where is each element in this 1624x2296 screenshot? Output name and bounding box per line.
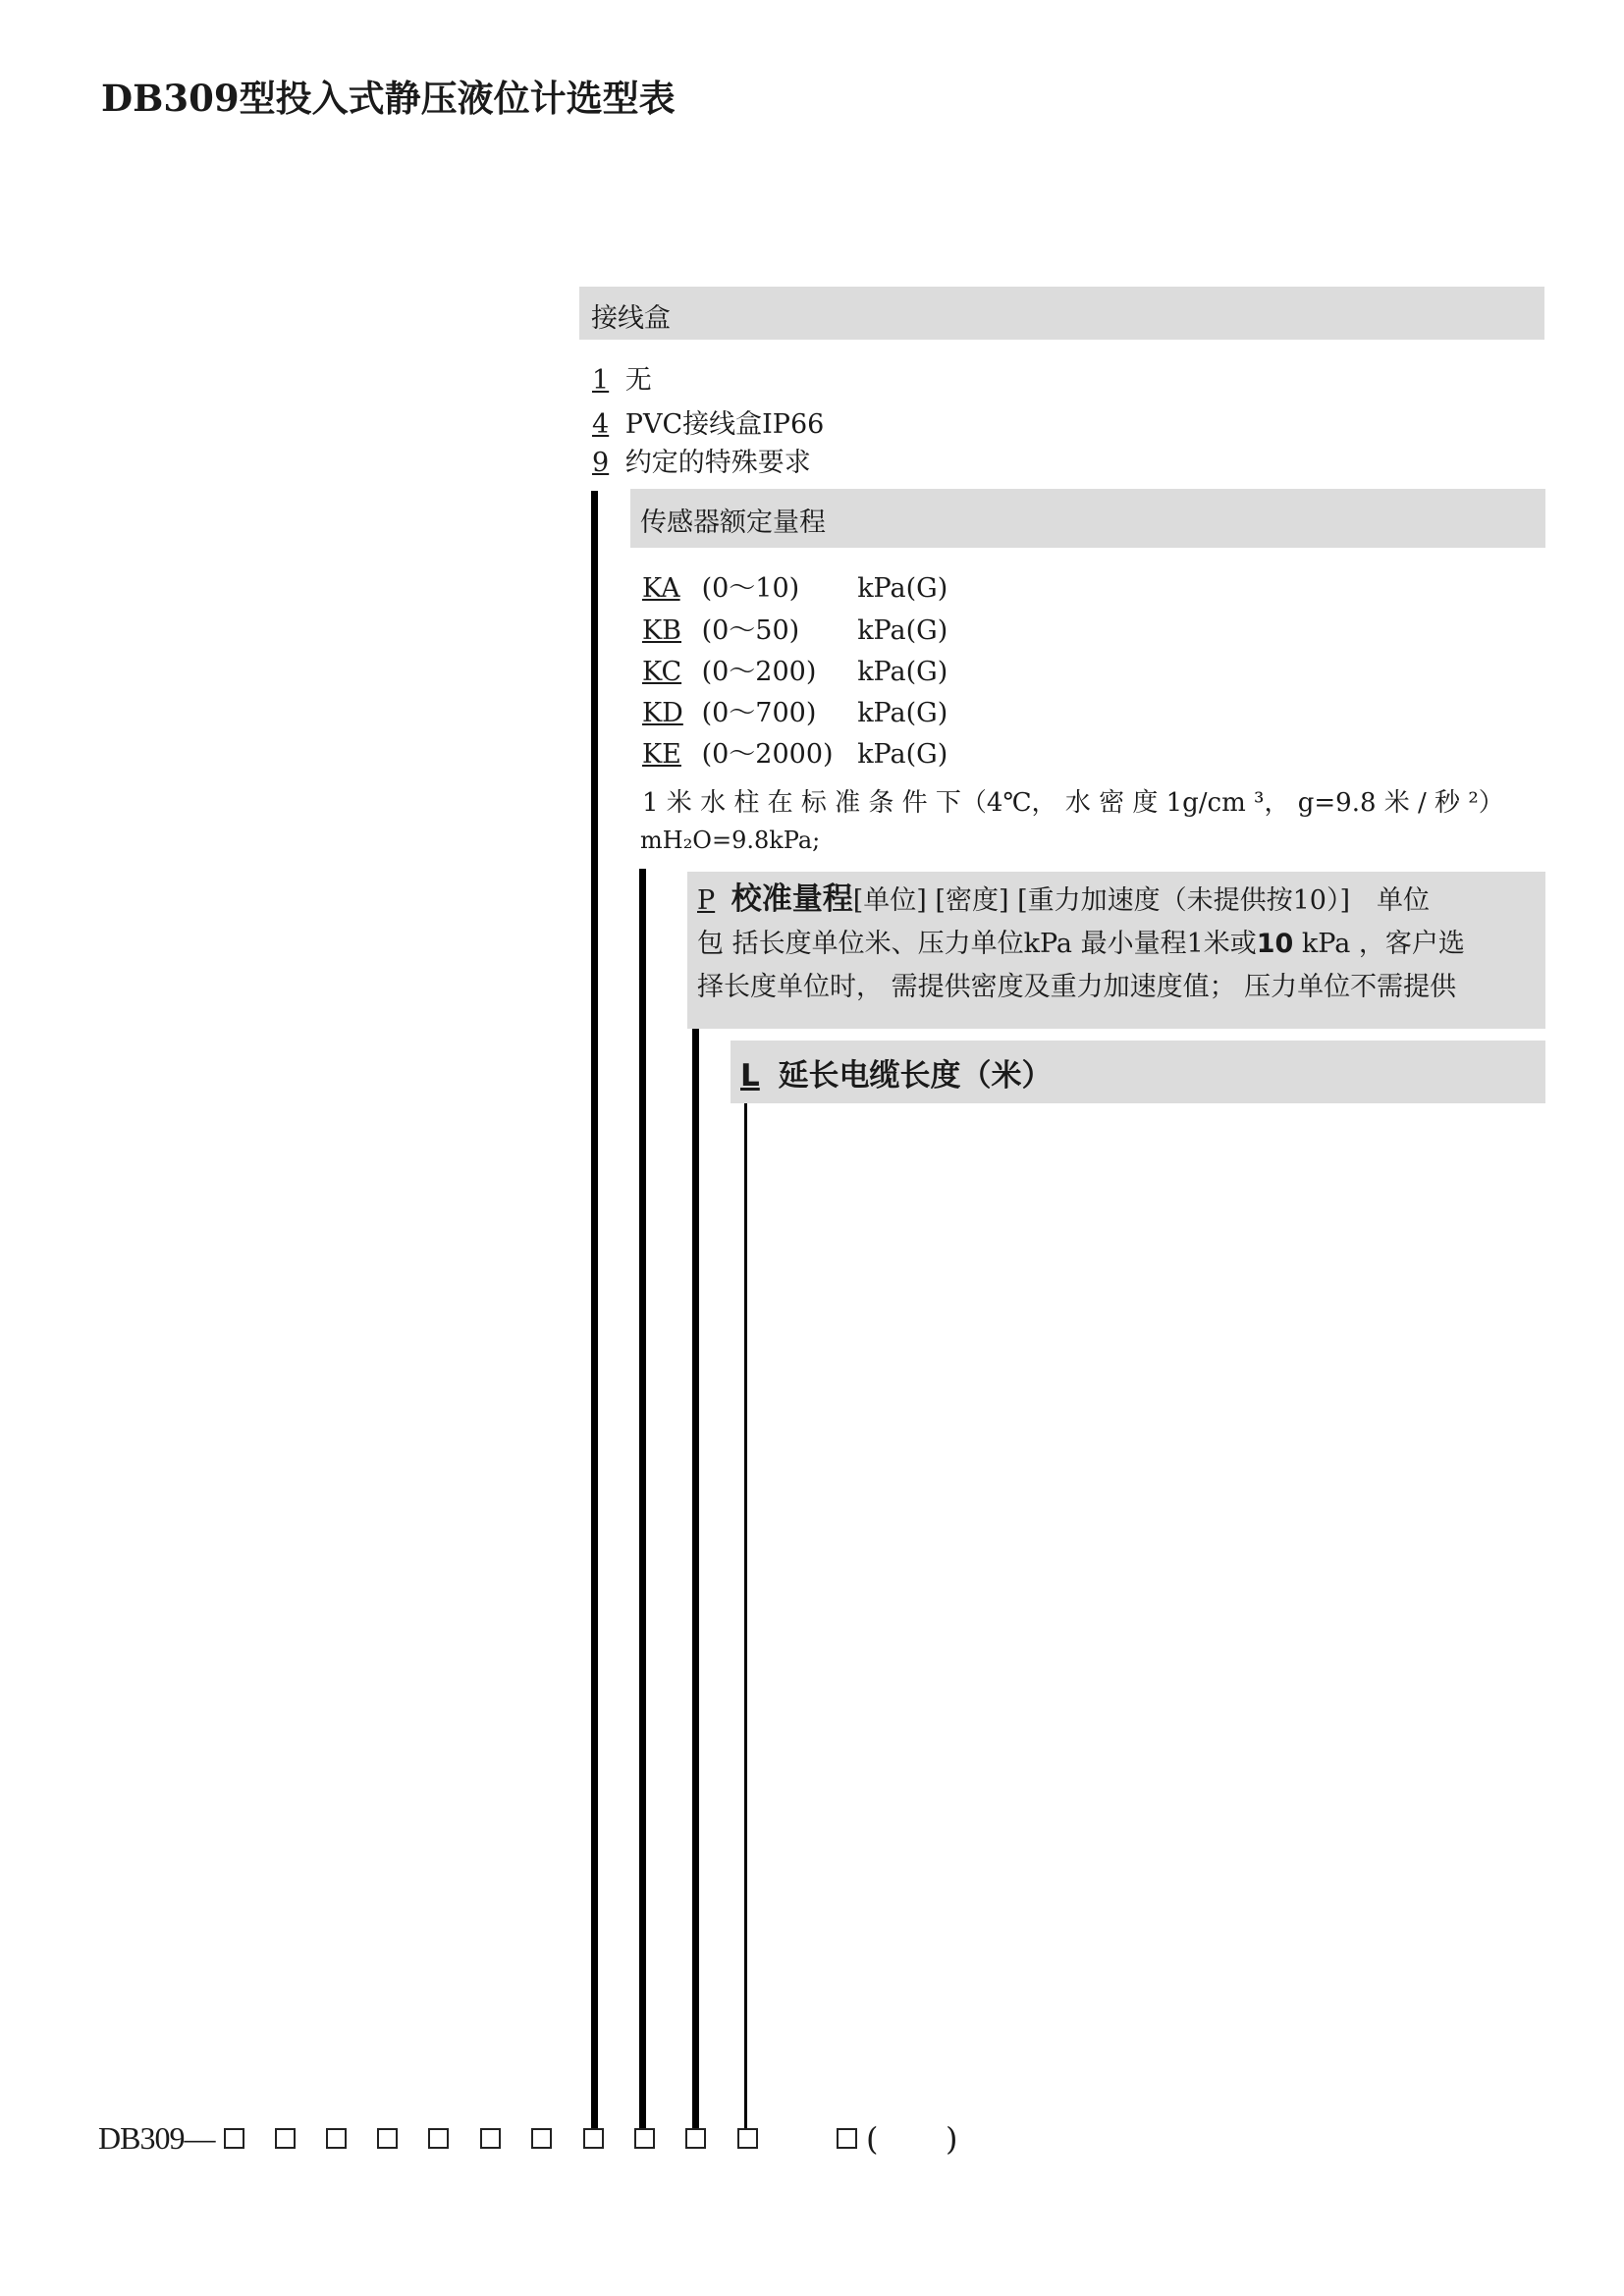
calibration-min-value: 10	[1256, 929, 1294, 959]
range-value: (0～2000)	[701, 739, 834, 770]
rated-range-header-label: 传感器额定量程	[640, 507, 826, 538]
option-code: 1	[592, 365, 610, 396]
code-box-1	[224, 2128, 244, 2149]
water-column-note: 1 米 水 柱 在 标 准 条 件 下（4℃， 水 密 度 1g/cm ³， g=9.8 米 / 秒 ²）	[642, 788, 1504, 818]
code-box-3	[326, 2128, 347, 2149]
cable-length-header	[731, 1041, 1545, 1103]
calibration-line-1	[697, 878, 1532, 923]
open-paren: (	[866, 2120, 879, 2158]
junction-box-option	[592, 441, 811, 479]
range-option	[642, 732, 947, 771]
page-title: DB309型投入式静压液位计选型表	[101, 77, 676, 120]
range-value: (0～50)	[701, 615, 800, 646]
close-paren: )	[946, 2120, 958, 2158]
connector-line-rated-range	[639, 869, 646, 2130]
connector-line-cable	[744, 1103, 747, 2130]
calibration-params: [单位] [密度] [重力加速度（未提供按10）] 单位	[852, 885, 1430, 916]
code-box-5	[428, 2128, 449, 2149]
code-box-2	[275, 2128, 296, 2149]
range-option	[642, 609, 947, 647]
code-box-9	[634, 2128, 655, 2149]
code-box-10	[685, 2128, 706, 2149]
calibration-box	[687, 872, 1545, 1029]
junction-box-option	[592, 358, 652, 397]
code-box-6	[480, 2128, 501, 2149]
calibration-unit: kPa ，	[1293, 929, 1385, 959]
junction-box-header	[579, 287, 1544, 340]
range-value: (0～10)	[701, 573, 800, 604]
junction-box-option	[592, 402, 824, 441]
range-option	[642, 691, 947, 729]
calibration-code: P	[697, 885, 716, 916]
cable-length-label	[740, 1050, 1053, 1095]
option-code: KC	[642, 657, 682, 687]
rated-range-header	[630, 489, 1545, 548]
option-code: KB	[642, 615, 682, 646]
option-label: 无	[624, 365, 652, 396]
code-box-12	[837, 2128, 857, 2149]
range-unit: kPa(G)	[857, 739, 948, 770]
range-option	[642, 650, 947, 688]
option-code: 9	[592, 448, 610, 478]
option-code: KA	[642, 573, 680, 604]
junction-box-header-label: 接线盒	[591, 303, 671, 334]
cable-title: 延长电缆长度（米）	[778, 1058, 1053, 1094]
range-option	[642, 566, 947, 605]
range-value: (0～200)	[701, 657, 817, 687]
water-column-note-2: mH₂O=9.8kPa;	[640, 827, 821, 854]
calibration-desc-end: 客户选	[1384, 929, 1465, 959]
code-box-11	[737, 2128, 758, 2149]
option-label: PVC接线盒IP66	[624, 409, 825, 440]
option-code: KE	[642, 739, 681, 770]
calibration-line-2	[697, 923, 1532, 966]
code-box-7	[531, 2128, 552, 2149]
option-code: KD	[642, 698, 683, 728]
code-box-8	[583, 2128, 604, 2149]
range-value: (0～700)	[701, 698, 817, 728]
range-unit: kPa(G)	[857, 573, 948, 604]
connector-line-calibration	[692, 1029, 699, 2130]
calibration-desc: 包 括长度单位米、压力单位kPa 最小量程1米或	[697, 929, 1257, 959]
model-code-prefix: DB309—	[98, 2120, 215, 2156]
cable-code: L	[740, 1058, 760, 1094]
connector-line-junction-box	[591, 491, 598, 2130]
calibration-line-3: 择长度单位时， 需提供密度及重力加速度值； 压力单位不需提供	[697, 972, 1457, 1002]
calibration-title: 校准量程	[731, 881, 853, 917]
range-unit: kPa(G)	[857, 698, 948, 728]
range-unit: kPa(G)	[857, 615, 948, 646]
option-code: 4	[592, 409, 610, 440]
code-box-4	[377, 2128, 398, 2149]
range-unit: kPa(G)	[857, 657, 948, 687]
calibration-text	[697, 878, 1532, 1009]
option-label: 约定的特殊要求	[624, 448, 811, 478]
